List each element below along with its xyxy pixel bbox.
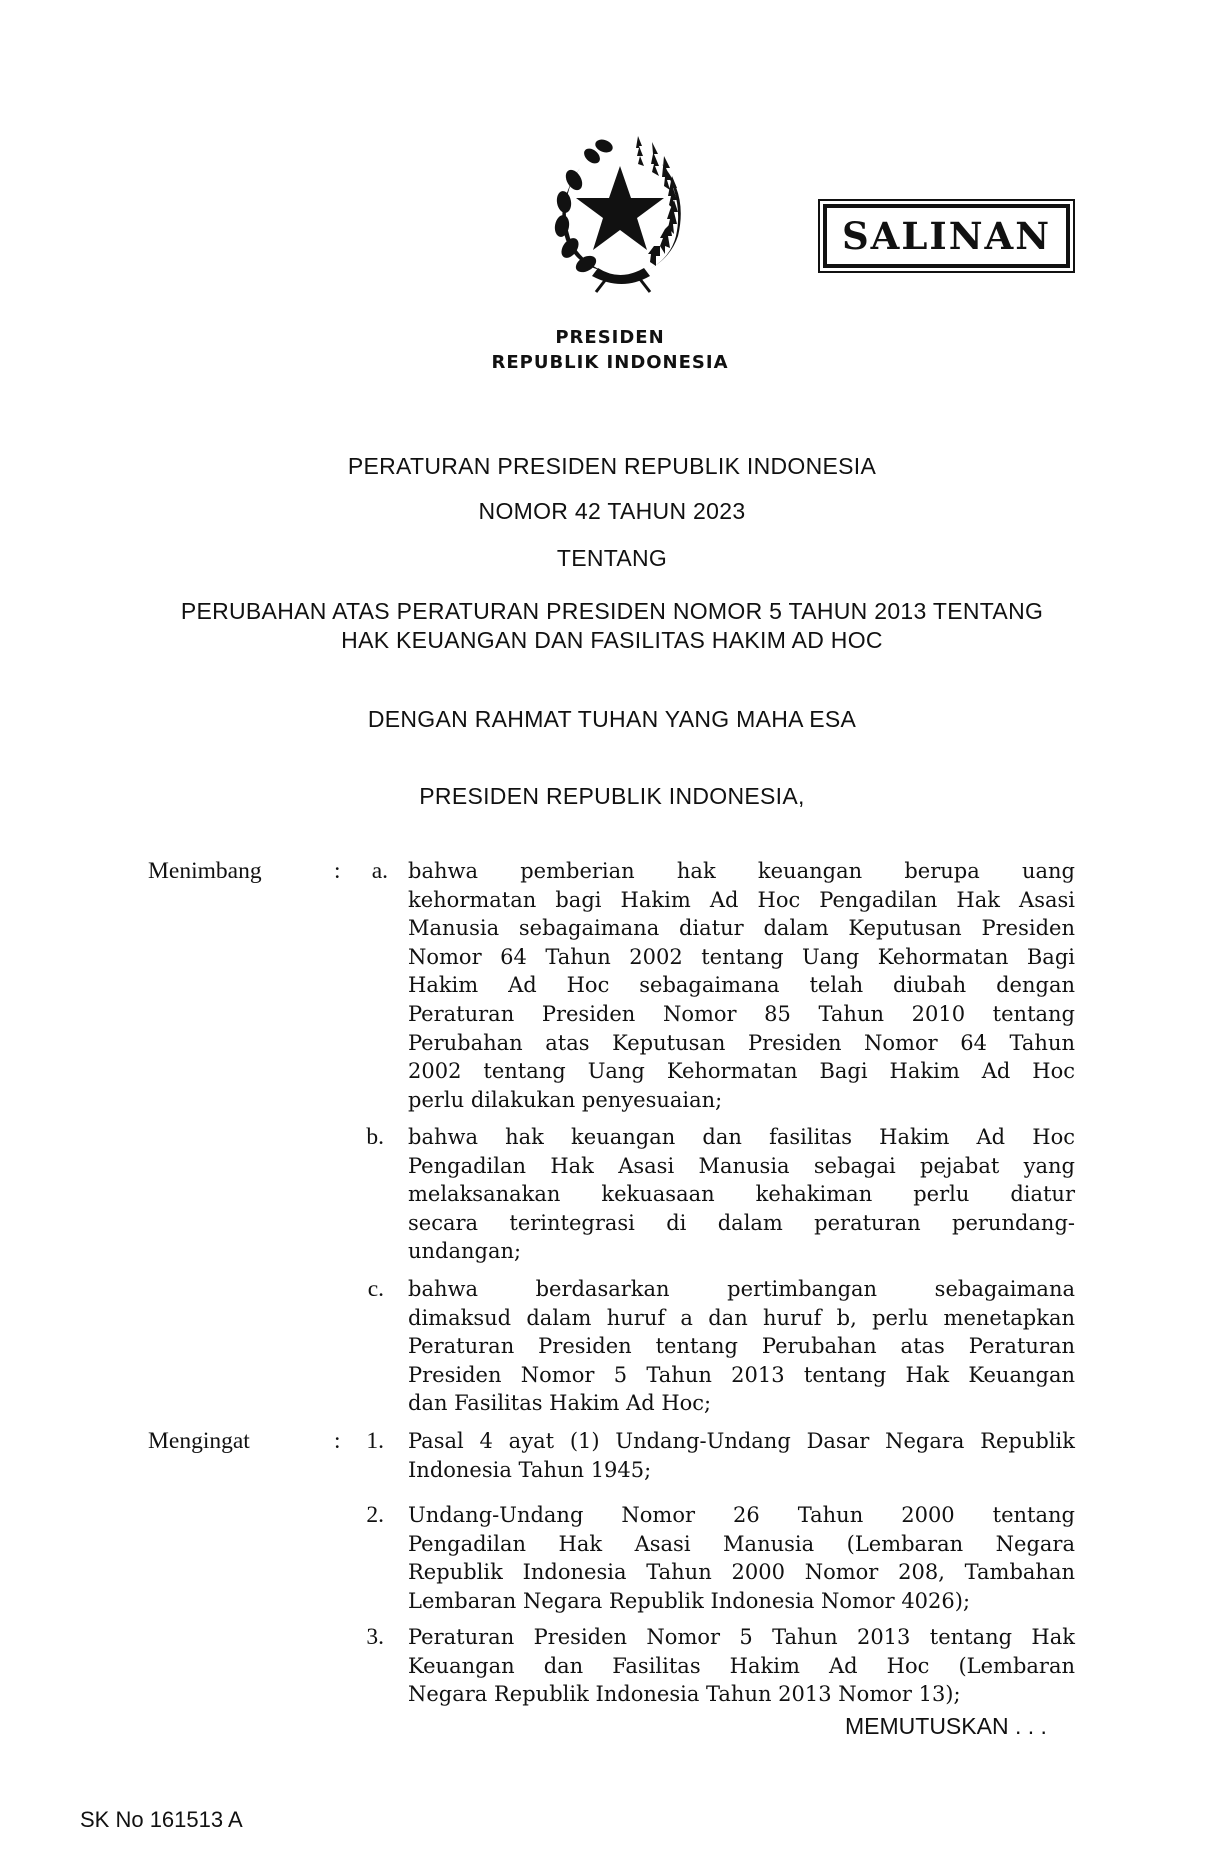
subject-line-2: HAK KEUANGAN DAN FASILITAS HAKIM AD HOC bbox=[341, 627, 883, 653]
text-line: Pasal 4 ayat (1) Undang-Undang Dasar Negara Republik bbox=[408, 1429, 1075, 1453]
text-line: kehormatan bagi Hakim Ad Hoc Pengadilan Hak Asasi bbox=[408, 887, 1075, 912]
continuation-marker: MEMUTUSKAN . . . bbox=[845, 1713, 1047, 1739]
menimbang-label: Menimbang bbox=[148, 858, 262, 884]
tentang-heading: TENTANG bbox=[556, 545, 668, 571]
text-line: Peraturan Presiden Nomor 5 Tahun 2013 tentang Hak bbox=[408, 1625, 1075, 1649]
text-line: Pengadilan Hak Asasi Manusia sebagai pejabat yang bbox=[408, 1153, 1075, 1178]
garuda-emblem-icon bbox=[540, 128, 700, 298]
text-line: bahwa hak keuangan dan fasilitas Hakim Ad Hoc bbox=[408, 1125, 1075, 1149]
salinan-text: SALINAN bbox=[841, 214, 1052, 258]
text-line: Negara Republik Indonesia Tahun 2013 Nomor 13); bbox=[408, 1682, 961, 1707]
subject-line-1: PERUBAHAN ATAS PERATURAN PRESIDEN NOMOR 5 TAHUN 2013 TENTANG bbox=[180, 598, 1044, 624]
mengingat-colon: : bbox=[334, 1428, 341, 1454]
menimbang-marker-a: a. bbox=[371, 858, 388, 884]
menimbang-marker-c: c. bbox=[367, 1276, 384, 1302]
text-line: Keuangan dan Fasilitas Hakim Ad Hoc (Lembaran bbox=[408, 1653, 1075, 1678]
mengingat-item-1 bbox=[408, 1427, 1075, 1484]
mengingat-item-2 bbox=[408, 1501, 1075, 1615]
text-line: perlu dilakukan penyesuaian; bbox=[408, 1087, 723, 1112]
text-line: dimaksud dalam huruf a dan huruf b, perlu menetapkan bbox=[408, 1305, 1075, 1330]
text-line: melaksanakan kekuasaan kehakiman perlu diatur bbox=[408, 1182, 1075, 1207]
text-line: Manusia sebagaimana diatur dalam Keputusan Presiden bbox=[408, 916, 1075, 941]
menimbang-item-c bbox=[408, 1275, 1075, 1418]
text-line: Pengadilan Hak Asasi Manusia (Lembaran Negara bbox=[408, 1531, 1075, 1556]
salinan-stamp bbox=[823, 204, 1070, 268]
text-line: Indonesia Tahun 1945; bbox=[408, 1457, 652, 1482]
text-line: bahwa berdasarkan pertimbangan sebagaimana bbox=[408, 1277, 1075, 1301]
menimbang-item-b bbox=[408, 1123, 1075, 1266]
text-line: Peraturan Presiden tentang Perubahan atas Peraturan bbox=[408, 1334, 1075, 1359]
text-line: Hakim Ad Hoc sebagaimana telah diubah dengan bbox=[408, 973, 1075, 998]
document-code-footer: SK No 161513 A bbox=[80, 1807, 243, 1832]
mengingat-marker-2: 2. bbox=[366, 1502, 384, 1528]
text-line: Perubahan atas Keputusan Presiden Nomor 64 Tahun bbox=[408, 1030, 1075, 1055]
mengingat-item-3 bbox=[408, 1623, 1075, 1709]
text-line: Peraturan Presiden Nomor 85 Tahun 2010 tentang bbox=[408, 1001, 1075, 1026]
menimbang-colon: : bbox=[334, 858, 341, 884]
text-line: 2002 tentang Uang Kehormatan Bagi Hakim Ad Hoc bbox=[408, 1059, 1075, 1084]
text-line: Republik Indonesia Tahun 2000 Nomor 208, Tambahan bbox=[408, 1560, 1075, 1585]
presiden-label: PRESIDEN bbox=[555, 327, 665, 348]
text-line: bahwa pemberian hak keuangan berupa uang bbox=[408, 859, 1075, 883]
text-line: Presiden Nomor 5 Tahun 2013 tentang Hak Keuangan bbox=[408, 1362, 1075, 1387]
text-line: dan Fasilitas Hakim Ad Hoc; bbox=[408, 1391, 712, 1416]
republik-indonesia-label: REPUBLIK INDONESIA bbox=[491, 352, 729, 373]
text-line: undangan; bbox=[408, 1239, 522, 1264]
text-line: Lembaran Negara Republik Indonesia Nomor 4026); bbox=[408, 1588, 971, 1613]
regulation-title: PERATURAN PRESIDEN REPUBLIK INDONESIA bbox=[347, 453, 877, 479]
mengingat-label: Mengingat bbox=[148, 1428, 250, 1454]
mengingat-marker-1: 1. bbox=[366, 1428, 384, 1454]
text-line: Undang-Undang Nomor 26 Tahun 2000 tentang bbox=[408, 1503, 1075, 1527]
menimbang-marker-b: b. bbox=[366, 1124, 384, 1150]
invocation-line: DENGAN RAHMAT TUHAN YANG MAHA ESA bbox=[367, 706, 857, 732]
menimbang-item-a bbox=[408, 857, 1075, 1114]
mengingat-marker-3: 3. bbox=[366, 1624, 384, 1650]
president-line: PRESIDEN REPUBLIK INDONESIA, bbox=[419, 783, 805, 809]
text-line: secara terintegrasi di dalam peraturan perundang- bbox=[408, 1210, 1075, 1235]
text-line: Nomor 64 Tahun 2002 tentang Uang Kehormatan Bagi bbox=[408, 944, 1075, 969]
regulation-number: NOMOR 42 TAHUN 2023 bbox=[478, 498, 746, 524]
